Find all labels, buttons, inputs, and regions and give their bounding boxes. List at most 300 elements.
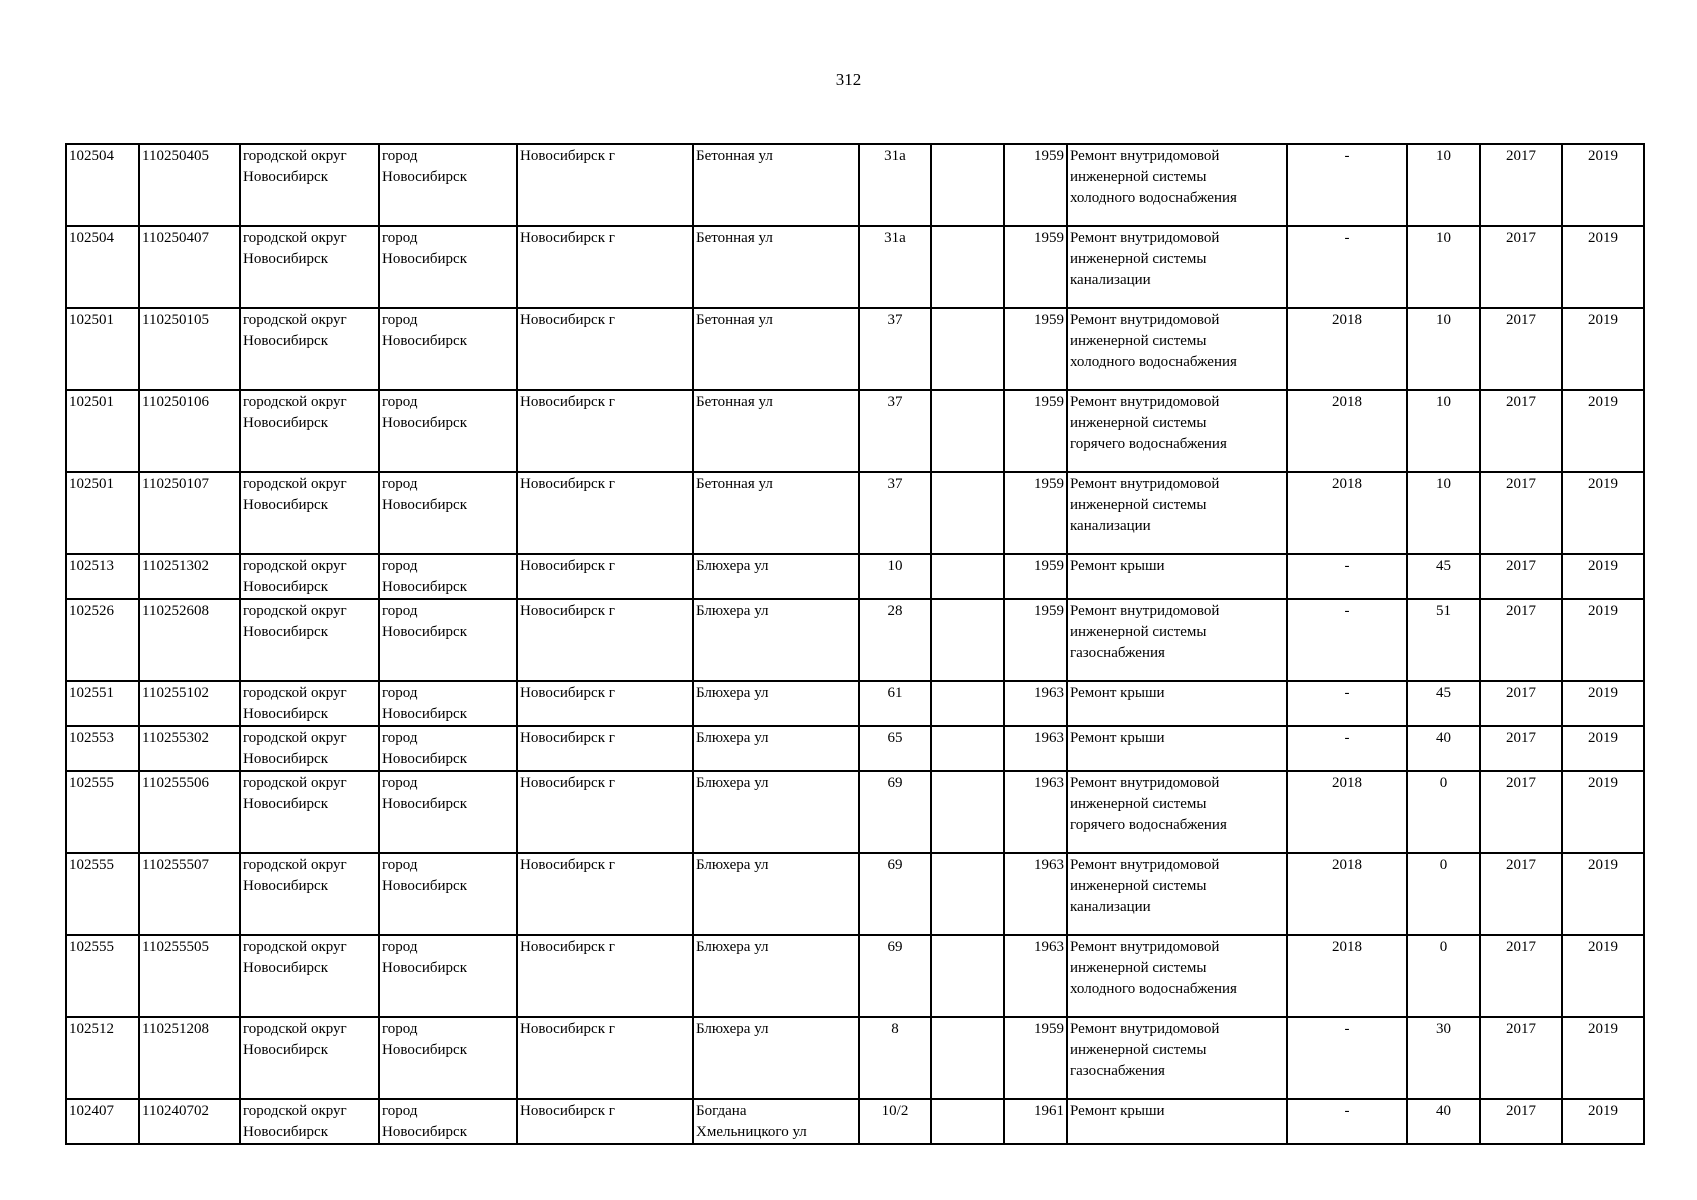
- period-start-text: 2017: [1506, 857, 1536, 873]
- year-built-text: 1959: [1034, 312, 1064, 328]
- code-text: 110251208: [142, 1021, 209, 1037]
- district-text: Новосибирск: [243, 1042, 328, 1058]
- locality-cell: [517, 1099, 693, 1144]
- district-text: Новосибирск: [243, 960, 328, 976]
- house-number-text: 28: [887, 603, 903, 619]
- reg-id-text: 102551: [69, 685, 114, 701]
- previous-repair-year-text: -: [1344, 558, 1350, 574]
- table-row: [66, 1017, 1644, 1099]
- period-end-text: 2019: [1588, 775, 1618, 791]
- period-start-text: 2017: [1506, 394, 1536, 410]
- year-built-text: 1963: [1034, 730, 1064, 746]
- year-built-cell: [1004, 308, 1067, 390]
- work-type-text: Ремонт крыши: [1070, 730, 1165, 746]
- house-number-text: 37: [887, 476, 903, 492]
- locality-text: Новосибирск г: [520, 775, 615, 791]
- work-type-text: Ремонт крыши: [1070, 558, 1165, 574]
- work-type-text: горячего водоснабжения: [1070, 436, 1227, 452]
- settlement-text: Новосибирск: [382, 878, 467, 894]
- district-text: Новосибирск: [243, 497, 328, 513]
- locality-text: Новосибирск г: [520, 603, 615, 619]
- previous-repair-year-text: 2018: [1332, 775, 1362, 791]
- period-start-cell: [1480, 226, 1562, 308]
- code-cell: [139, 1017, 240, 1099]
- locality-cell: [517, 1017, 693, 1099]
- year-built-text: 1959: [1034, 148, 1064, 164]
- district-text: Новосибирск: [243, 415, 328, 431]
- district-cell: [240, 1099, 379, 1144]
- previous-repair-year-text: 2018: [1332, 312, 1362, 328]
- district-cell: [240, 226, 379, 308]
- street-text: Блюхера ул: [696, 685, 769, 701]
- year-built-text: 1959: [1034, 603, 1064, 619]
- house-number-text: 8: [891, 1021, 899, 1037]
- work-type-text: Ремонт внутридомовой: [1070, 476, 1220, 492]
- work-type-cell: [1067, 1017, 1287, 1099]
- building-cell: [931, 599, 1004, 681]
- period-start-text: 2017: [1506, 775, 1536, 791]
- locality-cell: [517, 853, 693, 935]
- work-type-cell: [1067, 308, 1287, 390]
- building-cell: [931, 681, 1004, 726]
- previous-repair-year-cell: [1287, 308, 1407, 390]
- previous-repair-year-text: 2018: [1332, 939, 1362, 955]
- locality-text: Новосибирск г: [520, 730, 615, 746]
- period-start-cell: [1480, 554, 1562, 599]
- district-text: городской округ: [243, 1021, 347, 1037]
- settlement-text: Новосибирск: [382, 624, 467, 640]
- wear-percent-text: 45: [1436, 558, 1451, 574]
- code-cell: [139, 226, 240, 308]
- settlement-text: город: [382, 394, 418, 410]
- settlement-cell: [379, 390, 517, 472]
- previous-repair-year-text: 2018: [1332, 476, 1362, 492]
- period-start-text: 2017: [1506, 939, 1536, 955]
- street-text: Блюхера ул: [696, 603, 769, 619]
- settlement-cell: [379, 599, 517, 681]
- district-text: городской округ: [243, 1103, 347, 1119]
- reg-id-text: 102501: [69, 312, 114, 328]
- reg-id-cell: [66, 308, 139, 390]
- street-cell: [693, 935, 859, 1017]
- locality-cell: [517, 472, 693, 554]
- district-cell: [240, 726, 379, 771]
- house-number-cell: [859, 771, 931, 853]
- locality-text: Новосибирск г: [520, 685, 615, 701]
- year-built-text: 1959: [1034, 230, 1064, 246]
- code-text: 110240702: [142, 1103, 209, 1119]
- district-text: Новосибирск: [243, 706, 328, 722]
- building-cell: [931, 390, 1004, 472]
- work-type-text: Ремонт внутридомовой: [1070, 148, 1220, 164]
- district-text: Новосибирск: [243, 878, 328, 894]
- district-cell: [240, 681, 379, 726]
- wear-percent-cell: [1407, 472, 1480, 554]
- locality-text: Новосибирск г: [520, 476, 615, 492]
- previous-repair-year-cell: [1287, 681, 1407, 726]
- settlement-text: город: [382, 558, 418, 574]
- year-built-cell: [1004, 599, 1067, 681]
- building-cell: [931, 144, 1004, 226]
- settlement-text: город: [382, 685, 418, 701]
- settlement-text: город: [382, 230, 418, 246]
- work-type-text: холодного водоснабжения: [1070, 981, 1237, 997]
- district-text: городской округ: [243, 775, 347, 791]
- year-built-cell: [1004, 390, 1067, 472]
- previous-repair-year-cell: [1287, 935, 1407, 1017]
- work-type-text: канализации: [1070, 899, 1151, 915]
- work-type-cell: [1067, 853, 1287, 935]
- work-type-text: канализации: [1070, 272, 1151, 288]
- period-end-text: 2019: [1588, 558, 1618, 574]
- work-type-cell: [1067, 1099, 1287, 1144]
- period-end-cell: [1562, 144, 1644, 226]
- year-built-text: 1959: [1034, 1021, 1064, 1037]
- period-start-cell: [1480, 681, 1562, 726]
- period-start-cell: [1480, 144, 1562, 226]
- work-type-text: инженерной системы: [1070, 960, 1207, 976]
- settlement-cell: [379, 1017, 517, 1099]
- period-end-cell: [1562, 554, 1644, 599]
- work-type-text: инженерной системы: [1070, 624, 1207, 640]
- reg-id-text: 102504: [69, 148, 114, 164]
- period-start-cell: [1480, 853, 1562, 935]
- house-number-cell: [859, 853, 931, 935]
- reg-id-text: 102501: [69, 394, 114, 410]
- district-cell: [240, 390, 379, 472]
- wear-percent-text: 10: [1436, 230, 1451, 246]
- locality-cell: [517, 554, 693, 599]
- district-cell: [240, 599, 379, 681]
- settlement-cell: [379, 554, 517, 599]
- street-text: Блюхера ул: [696, 730, 769, 746]
- period-end-text: 2019: [1588, 148, 1618, 164]
- work-type-text: газоснабжения: [1070, 1063, 1165, 1079]
- work-type-text: инженерной системы: [1070, 497, 1207, 513]
- district-text: городской округ: [243, 685, 347, 701]
- locality-cell: [517, 935, 693, 1017]
- year-built-text: 1963: [1034, 685, 1064, 701]
- street-cell: [693, 390, 859, 472]
- previous-repair-year-cell: [1287, 226, 1407, 308]
- previous-repair-year-cell: [1287, 1099, 1407, 1144]
- building-cell: [931, 726, 1004, 771]
- page-number: 312: [835, 70, 862, 89]
- settlement-cell: [379, 472, 517, 554]
- reg-id-text: 102555: [69, 857, 114, 873]
- district-cell: [240, 935, 379, 1017]
- period-end-cell: [1562, 853, 1644, 935]
- code-cell: [139, 935, 240, 1017]
- district-cell: [240, 1017, 379, 1099]
- year-built-cell: [1004, 1017, 1067, 1099]
- work-type-text: инженерной системы: [1070, 796, 1207, 812]
- previous-repair-year-cell: [1287, 726, 1407, 771]
- year-built-cell: [1004, 144, 1067, 226]
- code-text: 110255507: [142, 857, 209, 873]
- work-type-text: Ремонт внутридомовой: [1070, 230, 1220, 246]
- house-number-cell: [859, 390, 931, 472]
- wear-percent-text: 40: [1436, 730, 1451, 746]
- house-number-text: 31а: [884, 148, 906, 164]
- period-end-cell: [1562, 771, 1644, 853]
- settlement-text: Новосибирск: [382, 333, 467, 349]
- street-text: Бетонная ул: [696, 312, 773, 328]
- wear-percent-cell: [1407, 226, 1480, 308]
- previous-repair-year-text: -: [1344, 1103, 1350, 1119]
- table-row: [66, 554, 1644, 599]
- house-number-text: 61: [887, 685, 903, 701]
- house-number-text: 37: [887, 312, 903, 328]
- work-type-text: Ремонт внутридомовой: [1070, 394, 1220, 410]
- settlement-cell: [379, 308, 517, 390]
- street-text: Блюхера ул: [696, 1021, 769, 1037]
- code-cell: [139, 853, 240, 935]
- previous-repair-year-cell: [1287, 853, 1407, 935]
- street-text: Блюхера ул: [696, 857, 769, 873]
- locality-text: Новосибирск г: [520, 857, 615, 873]
- settlement-cell: [379, 726, 517, 771]
- table-row: [66, 853, 1644, 935]
- work-type-text: канализации: [1070, 518, 1151, 534]
- period-end-cell: [1562, 226, 1644, 308]
- house-number-cell: [859, 935, 931, 1017]
- code-cell: [139, 1099, 240, 1144]
- previous-repair-year-text: -: [1344, 603, 1350, 619]
- previous-repair-year-text: 2018: [1332, 857, 1362, 873]
- settlement-text: город: [382, 1021, 418, 1037]
- period-start-cell: [1480, 599, 1562, 681]
- period-end-text: 2019: [1588, 1103, 1618, 1119]
- district-text: Новосибирск: [243, 624, 328, 640]
- district-text: городской округ: [243, 394, 347, 410]
- district-cell: [240, 308, 379, 390]
- year-built-cell: [1004, 771, 1067, 853]
- locality-text: Новосибирск г: [520, 1103, 615, 1119]
- period-start-text: 2017: [1506, 476, 1536, 492]
- code-text: 110250107: [142, 476, 209, 492]
- period-start-text: 2017: [1506, 558, 1536, 574]
- street-cell: [693, 226, 859, 308]
- house-number-cell: [859, 1017, 931, 1099]
- previous-repair-year-text: -: [1344, 1021, 1350, 1037]
- locality-text: Новосибирск г: [520, 230, 615, 246]
- year-built-cell: [1004, 853, 1067, 935]
- reg-id-text: 102512: [69, 1021, 114, 1037]
- year-built-cell: [1004, 472, 1067, 554]
- street-cell: [693, 472, 859, 554]
- work-type-text: Ремонт внутридомовой: [1070, 1021, 1220, 1037]
- building-cell: [931, 771, 1004, 853]
- period-end-text: 2019: [1588, 394, 1618, 410]
- wear-percent-text: 0: [1439, 857, 1448, 873]
- street-cell: [693, 554, 859, 599]
- reg-id-cell: [66, 599, 139, 681]
- period-start-text: 2017: [1506, 730, 1536, 746]
- code-text: 110250106: [142, 394, 209, 410]
- previous-repair-year-text: -: [1344, 148, 1350, 164]
- period-end-text: 2019: [1588, 230, 1618, 246]
- code-cell: [139, 472, 240, 554]
- reg-id-cell: [66, 390, 139, 472]
- previous-repair-year-cell: [1287, 554, 1407, 599]
- work-type-cell: [1067, 472, 1287, 554]
- previous-repair-year-cell: [1287, 390, 1407, 472]
- wear-percent-cell: [1407, 1017, 1480, 1099]
- street-text: Бетонная ул: [696, 230, 773, 246]
- settlement-cell: [379, 1099, 517, 1144]
- work-type-cell: [1067, 554, 1287, 599]
- wear-percent-text: 45: [1436, 685, 1451, 701]
- year-built-cell: [1004, 554, 1067, 599]
- locality-text: Новосибирск г: [520, 939, 615, 955]
- street-cell: [693, 1099, 859, 1144]
- period-end-text: 2019: [1588, 312, 1618, 328]
- period-start-text: 2017: [1506, 603, 1536, 619]
- wear-percent-cell: [1407, 390, 1480, 472]
- district-cell: [240, 853, 379, 935]
- code-text: 110251302: [142, 558, 209, 574]
- work-type-text: горячего водоснабжения: [1070, 817, 1227, 833]
- work-type-text: Ремонт внутридомовой: [1070, 775, 1220, 791]
- work-type-text: Ремонт крыши: [1070, 685, 1165, 701]
- year-built-text: 1961: [1034, 1103, 1064, 1119]
- previous-repair-year-text: -: [1344, 730, 1350, 746]
- previous-repair-year-text: 2018: [1332, 394, 1362, 410]
- period-end-text: 2019: [1588, 603, 1618, 619]
- reg-id-text: 102555: [69, 939, 114, 955]
- year-built-cell: [1004, 726, 1067, 771]
- locality-text: Новосибирск г: [520, 558, 615, 574]
- locality-text: Новосибирск г: [520, 1021, 615, 1037]
- reg-id-cell: [66, 681, 139, 726]
- wear-percent-cell: [1407, 935, 1480, 1017]
- work-type-text: газоснабжения: [1070, 645, 1165, 661]
- year-built-text: 1963: [1034, 939, 1064, 955]
- period-start-text: 2017: [1506, 685, 1536, 701]
- settlement-cell: [379, 226, 517, 308]
- work-type-cell: [1067, 599, 1287, 681]
- district-text: городской округ: [243, 857, 347, 873]
- wear-percent-text: 0: [1439, 939, 1448, 955]
- period-end-text: 2019: [1588, 476, 1618, 492]
- house-number-cell: [859, 1099, 931, 1144]
- district-text: городской округ: [243, 148, 347, 164]
- work-type-cell: [1067, 390, 1287, 472]
- wear-percent-text: 0: [1439, 775, 1448, 791]
- district-text: городской округ: [243, 312, 347, 328]
- district-text: Новосибирск: [243, 796, 328, 812]
- year-built-cell: [1004, 681, 1067, 726]
- reg-id-text: 102555: [69, 775, 114, 791]
- period-end-cell: [1562, 1017, 1644, 1099]
- year-built-cell: [1004, 935, 1067, 1017]
- period-end-cell: [1562, 472, 1644, 554]
- reg-id-text: 102526: [69, 603, 114, 619]
- previous-repair-year-cell: [1287, 599, 1407, 681]
- district-text: городской округ: [243, 230, 347, 246]
- street-cell: [693, 726, 859, 771]
- house-number-cell: [859, 599, 931, 681]
- wear-percent-cell: [1407, 554, 1480, 599]
- settlement-text: Новосибирск: [382, 706, 467, 722]
- period-end-cell: [1562, 599, 1644, 681]
- settlement-text: город: [382, 1103, 418, 1119]
- locality-text: Новосибирск г: [520, 394, 615, 410]
- code-cell: [139, 144, 240, 226]
- building-cell: [931, 308, 1004, 390]
- previous-repair-year-cell: [1287, 771, 1407, 853]
- code-text: 110255505: [142, 939, 209, 955]
- period-end-text: 2019: [1588, 730, 1618, 746]
- previous-repair-year-text: -: [1344, 685, 1350, 701]
- wear-percent-text: 51: [1436, 603, 1451, 619]
- house-number-cell: [859, 226, 931, 308]
- year-built-text: 1959: [1034, 394, 1064, 410]
- year-built-text: 1959: [1034, 558, 1064, 574]
- house-number-text: 69: [887, 939, 903, 955]
- reg-id-cell: [66, 1099, 139, 1144]
- reg-id-cell: [66, 935, 139, 1017]
- locality-text: Новосибирск г: [520, 148, 615, 164]
- street-text: Хмельницкого ул: [696, 1124, 807, 1140]
- code-cell: [139, 390, 240, 472]
- table-row: [66, 226, 1644, 308]
- street-text: Бетонная ул: [696, 476, 773, 492]
- work-type-text: инженерной системы: [1070, 1042, 1207, 1058]
- wear-percent-text: 30: [1436, 1021, 1451, 1037]
- house-number-text: 65: [887, 730, 903, 746]
- street-text: Бетонная ул: [696, 148, 773, 164]
- year-built-cell: [1004, 226, 1067, 308]
- house-number-text: 37: [887, 394, 903, 410]
- settlement-cell: [379, 935, 517, 1017]
- settlement-cell: [379, 853, 517, 935]
- street-cell: [693, 599, 859, 681]
- settlement-text: Новосибирск: [382, 169, 467, 185]
- district-cell: [240, 771, 379, 853]
- work-type-text: инженерной системы: [1070, 169, 1207, 185]
- settlement-text: город: [382, 603, 418, 619]
- house-number-cell: [859, 726, 931, 771]
- district-text: городской округ: [243, 730, 347, 746]
- work-type-text: холодного водоснабжения: [1070, 354, 1237, 370]
- table-body: [66, 144, 1644, 1144]
- settlement-cell: [379, 681, 517, 726]
- reg-id-cell: [66, 853, 139, 935]
- work-type-cell: [1067, 681, 1287, 726]
- reg-id-cell: [66, 1017, 139, 1099]
- settlement-cell: [379, 771, 517, 853]
- table-row: [66, 771, 1644, 853]
- street-text: Бетонная ул: [696, 394, 773, 410]
- period-start-cell: [1480, 771, 1562, 853]
- code-text: 110255302: [142, 730, 209, 746]
- settlement-text: Новосибирск: [382, 960, 467, 976]
- settlement-text: Новосибирск: [382, 796, 467, 812]
- district-text: Новосибирск: [243, 333, 328, 349]
- wear-percent-cell: [1407, 1099, 1480, 1144]
- building-cell: [931, 226, 1004, 308]
- period-start-text: 2017: [1506, 1021, 1536, 1037]
- settlement-text: город: [382, 476, 418, 492]
- settlement-text: Новосибирск: [382, 579, 467, 595]
- table-row: [66, 599, 1644, 681]
- work-type-cell: [1067, 144, 1287, 226]
- year-built-text: 1963: [1034, 775, 1064, 791]
- district-cell: [240, 472, 379, 554]
- settlement-text: город: [382, 730, 418, 746]
